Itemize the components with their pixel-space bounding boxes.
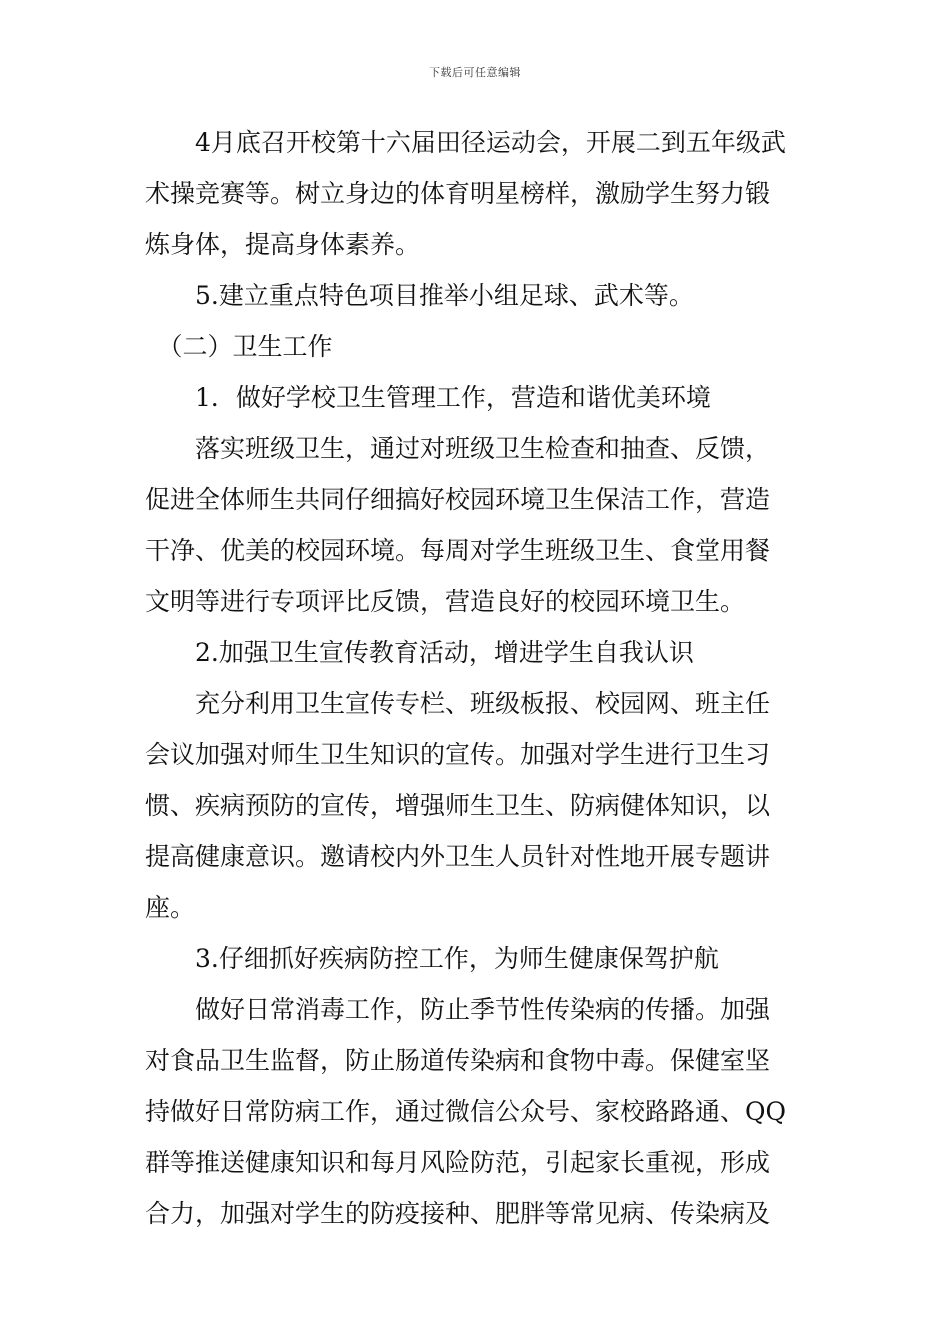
text-line: 文明等进行专项评比反馈，营造良好的校园环境卫生。 — [145, 587, 746, 616]
text-line: 干净、优美的校园环境。每周对学生班级卫生、食堂用餐 — [145, 536, 771, 565]
text-line: 群等推送健康知识和每月风险防范，引起家长重视，形成 — [145, 1148, 771, 1177]
text-line: 持做好日常防病工作，通过微信公众号、家校路路通、QQ — [145, 1097, 786, 1126]
section-heading: （二）卫生工作 — [145, 332, 333, 361]
text-line: 提高健康意识。邀请校内外卫生人员针对性地开展专题讲 — [145, 842, 771, 871]
subsection-heading: 2.加强卫生宣传教育活动，增进学生自我认识 — [145, 638, 694, 667]
text-line: 做好日常消毒工作，防止季节性传染病的传播。加强 — [145, 995, 771, 1024]
text-line: 落实班级卫生，通过对班级卫生检查和抽查、反馈， — [145, 434, 771, 463]
text-line: 5.建立重点特色项目推举小组足球、武术等。 — [145, 281, 694, 310]
text-line: 会议加强对师生卫生知识的宣传。加强对学生进行卫生习 — [145, 740, 771, 769]
document-body — [145, 127, 810, 1249]
text-line: 促进全体师生共同仔细搞好校园环境卫生保洁工作，营造 — [145, 485, 771, 514]
subsection-heading: 3.仔细抓好疾病防控工作，为师生健康保驾护航 — [145, 944, 719, 973]
text-line: 合力，加强对学生的防疫接种、肥胖等常见病、传染病及 — [145, 1199, 771, 1228]
subsection-heading: 1．做好学校卫生管理工作，营造和谐优美环境 — [145, 383, 711, 412]
text-line: 对食品卫生监督，防止肠道传染病和食物中毒。保健室坚 — [145, 1046, 771, 1075]
text-line: 座。 — [145, 893, 196, 922]
text-line: 充分利用卫生宣传专栏、班级板报、校园网、班主任 — [145, 689, 771, 718]
text-line: 惯、疾病预防的宣传，增强师生卫生、防病健体知识，以 — [145, 791, 771, 820]
page-header: 下载后可任意编辑 — [429, 66, 521, 79]
text-line: 术操竞赛等。树立身边的体育明星榜样，激励学生努力锻 — [145, 179, 771, 208]
text-line: 炼身体，提高身体素养。 — [145, 230, 421, 259]
text-line: 4月底召开校第十六届田径运动会，开展二到五年级武 — [145, 128, 786, 157]
